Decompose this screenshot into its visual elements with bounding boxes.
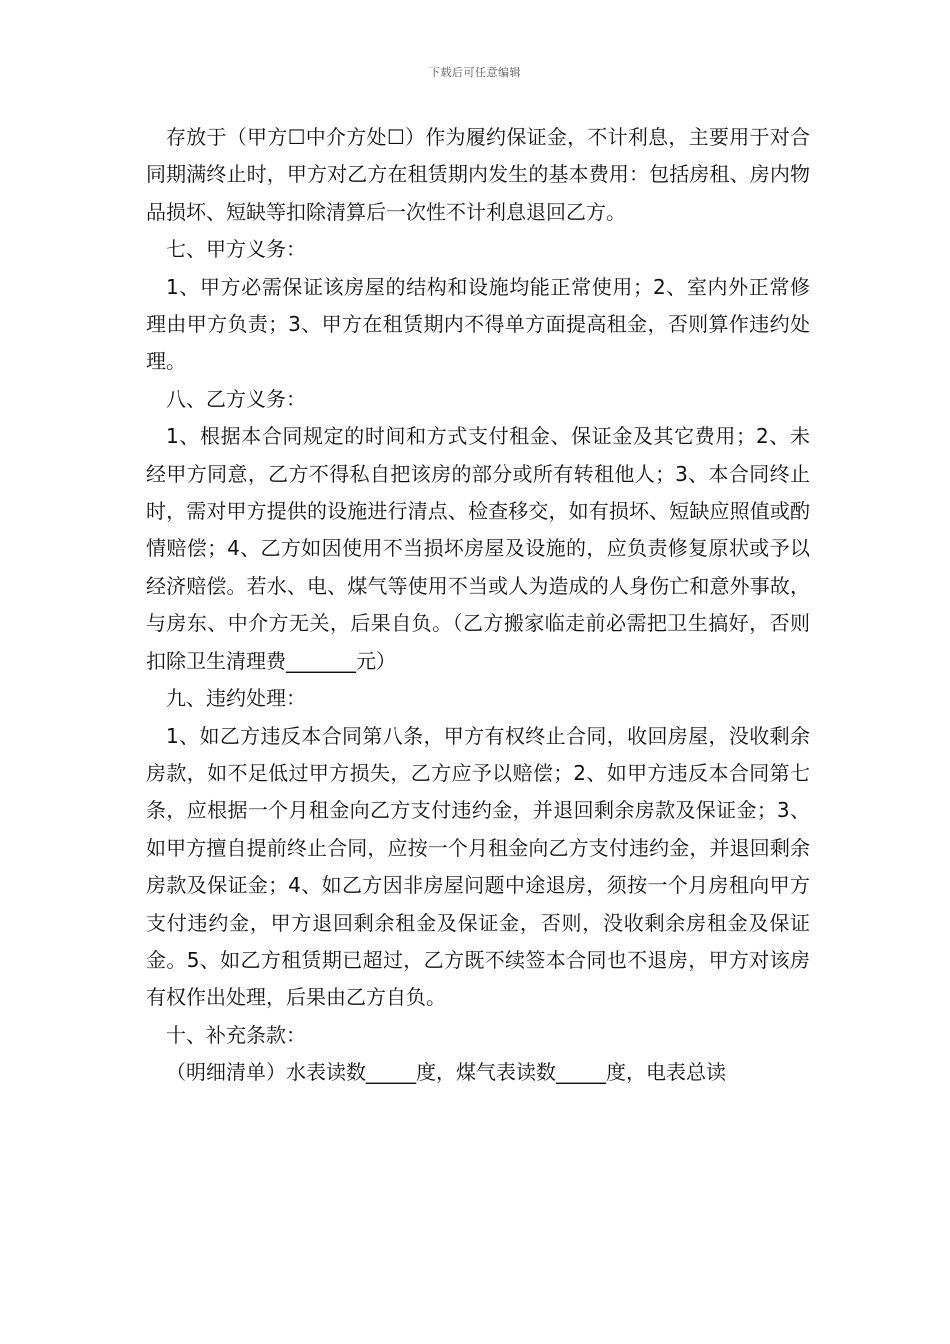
- paragraph-landlord-obligations: 1、甲方必需保证该房屋的结构和设施均能正常使用；2、室内外正常修理由甲方负责；3、甲方在租赁期内不得单方面提高租金，否则算作违约处理。: [146, 274, 810, 374]
- page-header: 下载后可任意编辑: [429, 66, 521, 79]
- paragraph-breach: 1、如乙方违反本合同第八条，甲方有权终止合同，收回房屋，没收剩余房款，如不足低过甲方损失，乙方应予以赔偿；2、如甲方违反本合同第七条，应根据一个月租金向乙方支付违约金，并退回剩余房款及保证金；3、如甲方擅自提前终止合同，应按一个月租金向乙方支付违约金，并退回剩余房款及保证金；4、如乙方因非房屋问题中途退房，须按一个月房租向甲方支付违约金，甲方退回剩余租金及保证金，否则，没收剩余房租金及保证金。5、如乙方租赁期已超过，乙方既不续签本合同也不退房，甲方对该房有权作出处理，后果由乙方自负。: [146, 723, 810, 1010]
- contract-body: [146, 119, 810, 1092]
- section-heading-landlord-obligations: 七、甲方义务：: [166, 237, 306, 262]
- paragraph-deposit: 存放于（甲方☐中介方处☐）作为履约保证金，不计利息，主要用于对合同期满终止时，甲方对乙方在租赁期内发生的基本费用：包括房租、房内物品损坏、短缺等扣除清算后一次性不计利息退回乙方。: [146, 125, 810, 224]
- section-heading-breach: 九、违约处理：: [166, 686, 306, 711]
- paragraph-tenant-obligations: 1、根据本合同规定的时间和方式支付租金、保证金及其它费用；2、未经甲方同意，乙方不得私自把该房的部分或所有转租他人；3、本合同终止时，需对甲方提供的设施进行清点、检查移交，如有损坏、短缺应照值或酌情赔偿；4、乙方如因使用不当损坏房屋及设施的，应负责修复原状或予以经济赔偿。若水、电、煤气等使用不当或人为造成的人身伤亡和意外事故，与房东、中介方无关，后果自负。（乙方搬家临走前必需把卫生搞好，否则扣除卫生清理费_______元）: [146, 424, 810, 673]
- section-heading-supplementary: 十、补充条款：: [166, 1022, 306, 1047]
- paragraph-meter-readings: （明细清单）水表读数_____度，煤气表读数_____度，电表总读: [166, 1060, 726, 1085]
- section-heading-tenant-obligations: 八、乙方义务：: [166, 386, 306, 411]
